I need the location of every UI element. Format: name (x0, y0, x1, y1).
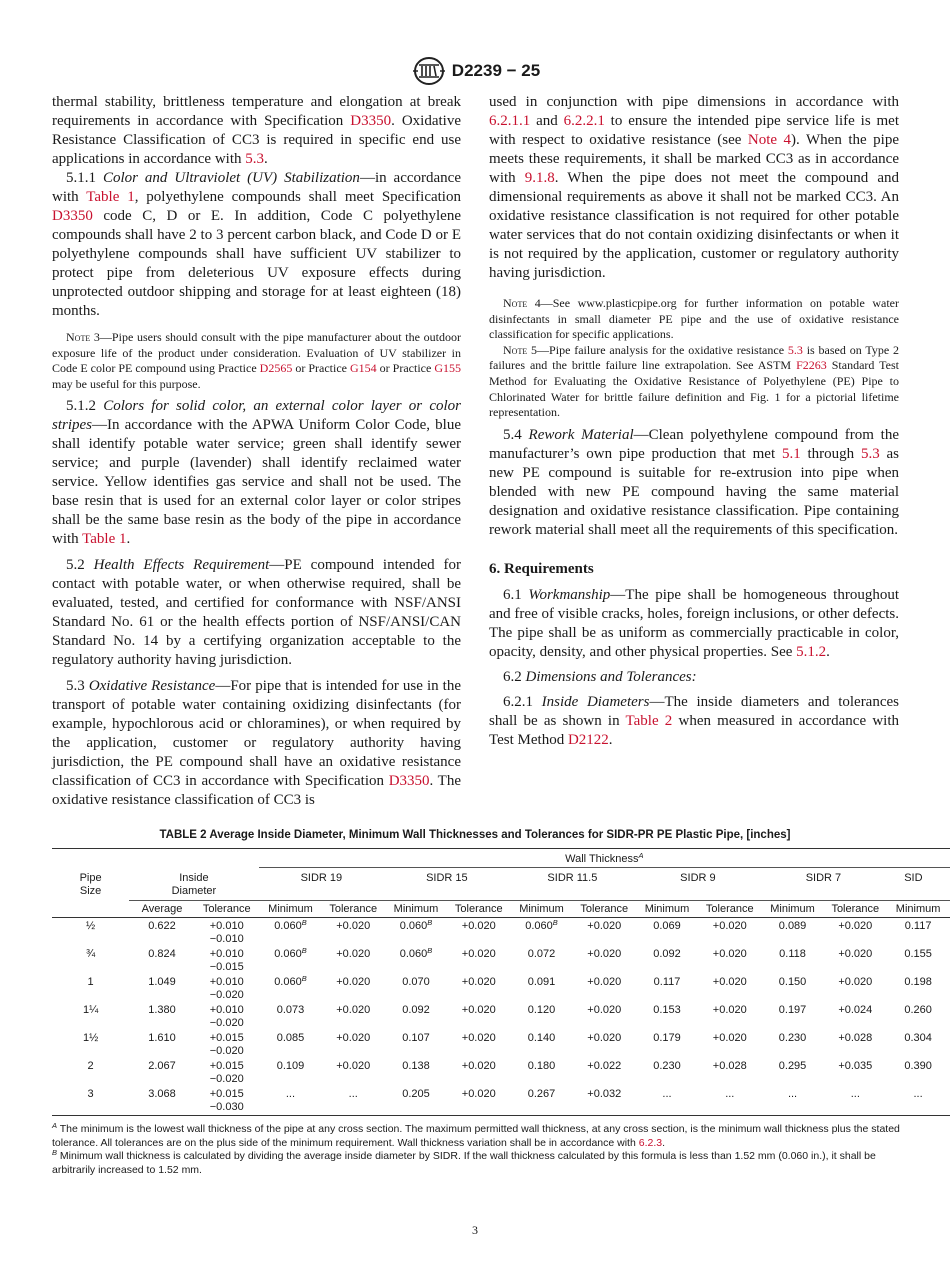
table-cell: ... (322, 1086, 384, 1116)
table-body (52, 917, 950, 1115)
column-header: Tolerance (448, 900, 510, 917)
link-note-4[interactable]: Note 4 (747, 132, 792, 148)
table-cell: ... (259, 1086, 323, 1116)
table-cell: 0.230 (653, 1059, 681, 1072)
table-cell: +0.020 (336, 1031, 371, 1044)
table-row (52, 974, 950, 1002)
table-cell: 0.092 (402, 1003, 430, 1016)
link-5-1[interactable]: 5.1 (781, 445, 801, 462)
paragraph-6-1: 6.1 Workmanship—The pipe shall be homogeneous throughout and free of visible cracks, holes, foreign inclusions, or other defects. The pipe shall be as uniform as commercially practicable in color, opacity, density, and other physical properties. See 5.1.2. (489, 586, 899, 660)
table-cell: 3.068 (129, 1086, 195, 1116)
table-row (52, 1030, 950, 1058)
table-cell: +0.020 (587, 947, 622, 960)
column-header: Tolerance (824, 900, 886, 917)
paragraph-5-1-2: 5.1.2 Colors for solid color, an external color layer or color stripes—In accordance with the APWA Uniform Color Code, blue shall identify potable water service; green shall identify sewer service; and purple (lavender) shall identify reclaimed water service. Yellow identifies gas service and shall not be used. The base resin that is used for an external color layer or color stripes shall be the same base resin as the body of the pipe in accordance with Table 1. (52, 398, 462, 548)
link-table-1[interactable]: Table 1 (82, 531, 127, 548)
table-cell: 0.230 (778, 1031, 807, 1044)
table-cell: ... (824, 1086, 886, 1116)
table-cell: ... (699, 1086, 761, 1116)
table-cell: 0.089 (778, 919, 807, 932)
link-d3350[interactable]: D3350 (350, 113, 392, 129)
table-footnotes (52, 1123, 902, 1177)
link-6-2-1-1[interactable]: 6.2.1.1 (489, 113, 531, 129)
table-cell: 0.155 (904, 947, 932, 960)
table-cell: 0.622 (148, 919, 176, 932)
link-g155[interactable]: G155 (434, 361, 461, 376)
table-cell-tolerance: +0.015 −0.020 (209, 1059, 244, 1085)
column-header: Minimum (761, 900, 825, 917)
table-cell: +0.020 (587, 1031, 622, 1044)
section-heading-requirements: 6. Requirements (489, 560, 594, 577)
link-5-3[interactable]: 5.3 (860, 445, 880, 462)
table-cell: $0.060^B$ (525, 917, 558, 932)
table-row (52, 1002, 950, 1030)
link-table-2[interactable]: Table 2 (625, 712, 673, 729)
table-cell: +0.020 (461, 1003, 496, 1016)
table-cell: 2 (87, 1059, 94, 1072)
table-cell: +0.020 (336, 1059, 371, 1072)
note-5: Note 5—Pipe failure analysis for the oxidative resistance 5.3 is based on Type 2 failures and the brittle failure line extrapolation. See ASTM F2263 Standard Test Method for Evaluating the Oxidative Resistance of Polyethylene (PE) Pipe to Chlorinated Water for brittle failure definition and Fig. 1 for a pictorial lifetime representation. (489, 342, 900, 420)
table-cell: 1.380 (148, 1003, 176, 1016)
table-cell: +0.020 (461, 947, 496, 960)
table-cell: +0.020 (461, 1059, 496, 1072)
table-cell: +0.028 (712, 1059, 747, 1072)
table-cell-tolerance: +0.010 −0.010 (209, 919, 244, 945)
table-cell: ½ (86, 919, 96, 932)
table-cell: +0.028 (838, 1031, 873, 1044)
table-cell: 0.267 (510, 1086, 574, 1116)
table-cell: 0.295 (778, 1059, 807, 1072)
table-cell: 3 (52, 1086, 129, 1116)
table-cell: ... (886, 1086, 950, 1116)
link-6-2-3[interactable]: 6.2.3 (638, 1136, 663, 1149)
table-cell: +0.020 (712, 1031, 747, 1044)
link-f2263[interactable]: F2263 (796, 358, 827, 373)
table-cell-tolerance: +0.010 −0.015 (209, 947, 244, 973)
table-cell: $0.060^B$ (274, 917, 307, 932)
paragraph-6-2-1: 6.2.1 Inside Diameters—The inside diameters and tolerances shall be as shown in Table 2 when measured in accordance with Test Method D2122. (489, 693, 899, 748)
table-cell: +0.020 (838, 947, 873, 960)
column-header: Minimum (510, 900, 574, 917)
table-cell: 0.070 (402, 975, 430, 988)
table-row (52, 1058, 950, 1086)
table-cell: 0.109 (276, 1059, 305, 1072)
table-cell: 0.072 (527, 947, 556, 960)
table-cell: +0.020 (461, 919, 496, 932)
table-cell: 0.824 (148, 947, 176, 960)
right-column (489, 93, 899, 750)
table-cell: 0.069 (653, 919, 681, 932)
table-cell: +0.020 (336, 919, 371, 932)
table-cell: $0.060^B$ (399, 917, 433, 932)
page-header (0, 56, 950, 86)
footnote-a: $^A$ The minimum is the lowest wall thickness of the pipe at any cross section. The maximum permitted wall thickness, at any cross section, is the minimum wall thickness plus the stated tolerance. All tolerances are on the plus side of the minimum requirement. Wall thickness variation shall be in accordance with 6.2.3. (52, 1121, 900, 1149)
table-cell: 0.117 (653, 975, 681, 988)
column-header: Minimum (259, 900, 323, 917)
table-cell: 0.197 (778, 1003, 807, 1016)
table-cell: +0.020 (838, 975, 873, 988)
table-cell: +0.020 (448, 1086, 510, 1116)
table-cell: 1.610 (148, 1031, 176, 1044)
table-cell: +0.020 (712, 947, 747, 960)
left-column (52, 93, 461, 810)
table-cell: +0.020 (587, 919, 622, 932)
column-header: Tolerance (195, 900, 259, 917)
group-header-sidr-19: SIDR 19 (259, 868, 385, 901)
link-d3350[interactable]: D3350 (52, 208, 93, 224)
link-5-1-2[interactable]: 5.1.2 (796, 643, 827, 660)
table-cell: ¾ (86, 947, 96, 960)
table-cell: 0.205 (384, 1086, 448, 1116)
column-header: Tolerance (322, 900, 384, 917)
table-cell-tolerance: +0.010 −0.020 (209, 1003, 244, 1029)
footnote-b: $^B$ Minimum wall thickness is calculated by dividing the average inside diameter by SIDR. If the wall thickness calculated by this formula is less than 1.52 mm (0.060 in.), it shall be arbitrarily increased to 1.52 mm. (52, 1148, 876, 1176)
table-cell: +0.020 (336, 975, 371, 988)
table-cell: 0.117 (904, 919, 932, 932)
table-row (52, 946, 950, 974)
link-table-1[interactable]: Table 1 (86, 189, 135, 205)
page-number: 3 (472, 1223, 478, 1237)
table-cell: +0.020 (712, 1003, 747, 1016)
table-cell: 0.179 (653, 1031, 681, 1044)
table-cell: 0.085 (276, 1031, 305, 1044)
table-cell: 1½ (82, 1031, 99, 1044)
table-cell: 2.067 (148, 1059, 176, 1072)
table-cell: 0.180 (527, 1059, 556, 1072)
paragraph-5-3-continued: used in conjunction with pipe dimensions in accordance with 6.2.1.1 and 6.2.2.1 to ensure the intended pipe service life is met with respect to oxidative resistance (see Note 4). When the pipe meets these requirements, it shall be marked CC3 as in accordance with 9.1.8. When the pipe does not meet the compound and dimensional requirements as above it shall not be marked CC3. An oxidative resistance classification is not required for other potable water services that do not contain oxidizing disinfectants or when it is not required by the application, customer or regulatory authority having jurisdiction. (489, 94, 899, 281)
paragraph-5-2: 5.2 Health Effects Requirement—PE compound intended for contact with potable water, or when otherwise required, shall be evaluated, tested, and certified for conformance with NSF/ANSI Standard No. 61 or the health effects portion of NSF/ANSI/CAN Standard No. 14 by a certifying organization acceptable to the regulatory authority having jurisdiction. (52, 557, 461, 669)
table-cell: 1.049 (148, 975, 176, 988)
table-cell: +0.020 (587, 975, 622, 988)
link-d3350[interactable]: D3350 (388, 773, 430, 790)
table-cell-tolerance: +0.015 −0.020 (209, 1031, 244, 1057)
paragraph-5-4: 5.4 Rework Material—Clean polyethylene compound from the manufacturer’s own pipe production that met 5.1 through 5.3 as new PE compound is suitable for re-extrusion into pipe when blended with new PE compound having the same material designation and oxidative resistance classification. Pipe containing rework material shall meet all the requirements of this specification. (489, 426, 899, 538)
paragraph-5-3: 5.3 Oxidative Resistance—For pipe that is intended for use in the transport of potable water containing oxidizing disinfectants (for example, hypochlorous acid or chloramines), or when required by the application, customer or regulatory authority having jurisdiction, the PE compound shall have an oxidative resistance classification of CC3 in accordance with Specification D3350. The oxidative resistance classification of CC3 is (52, 678, 462, 809)
table-cell: 1 (87, 975, 94, 988)
table-cell: 0.138 (402, 1059, 430, 1072)
table-cell: +0.020 (587, 1003, 622, 1016)
paragraph-5-1-1: 5.1.1 Color and Ultraviolet (UV) Stabilization—in accordance with Table 1, polyethylene compounds shall meet Specification D3350 code C, D or E. In addition, Code C polyethylene compounds shall have 2 to 3 percent carbon black, and Code D or E polyethylene compounds shall have sufficient UV stabilizer to protect pipe from deleterious UV exposure effects during unprotected outdoor shipping and storage for at least eighteen (18) months. (52, 170, 461, 319)
table-cell: 0.073 (276, 1003, 305, 1016)
table-cell-tolerance: +0.010 −0.020 (209, 975, 244, 1001)
table-cell: +0.020 (712, 975, 747, 988)
table-cell: ... (761, 1086, 825, 1116)
table-2 (52, 848, 950, 1116)
standard-designation: D2239 − 25 (451, 61, 541, 80)
column-header: Minimum (886, 900, 950, 917)
table-cell: 0.091 (527, 975, 556, 988)
table-cell: +0.020 (336, 1003, 371, 1016)
table-cell: +0.020 (838, 919, 873, 932)
table-cell: +0.022 (587, 1059, 622, 1072)
table-cell: 0.304 (904, 1031, 932, 1044)
table-cell: 0.120 (527, 1003, 556, 1016)
link-6-2-2-1[interactable]: 6.2.2.1 (563, 113, 605, 129)
note-4: Note 4—See www.plasticpipe.org for further information on potable water disinfectants in small diameter PE pipe and the use of oxidative resistance classification for specific applications. (489, 296, 899, 342)
table-cell: ... (635, 1086, 699, 1116)
table-cell: 0.107 (402, 1031, 430, 1044)
table-cell: $0.060^B$ (399, 945, 433, 960)
column-header: Average (129, 900, 195, 917)
table-cell-tolerance: +0.015 −0.030 (195, 1086, 259, 1116)
table-cell: +0.020 (461, 1031, 496, 1044)
table-cell: 0.153 (653, 1003, 681, 1016)
table-title: TABLE 2 Average Inside Diameter, Minimum Wall Thicknesses and Tolerances for SIDR-PR PE Plastic Pipe, [inches] (159, 829, 791, 841)
table-cell: +0.020 (712, 919, 747, 932)
table-row (52, 1086, 950, 1116)
note-3: Note 3—Pipe users should consult with the pipe manufacturer about the outdoor exposure life of the product under consideration. Evaluation of UV stabilizer in Code E color PE compound using Practice D2565 or Practice G154 or Practice G155 may be useful for this purpose. (52, 330, 461, 391)
table-cell: +0.024 (838, 1003, 873, 1016)
table-cell: +0.032 (573, 1086, 635, 1116)
astm-logo-icon (410, 56, 448, 86)
link-g154[interactable]: G154 (350, 361, 377, 376)
table-cell: 0.118 (779, 947, 806, 960)
link-5-3[interactable]: 5.3 (787, 342, 803, 357)
column-header: Minimum (635, 900, 699, 917)
table-cell: +0.035 (838, 1059, 873, 1072)
table-cell: 0.198 (904, 975, 932, 988)
group-header-sidr-7: SIDR 7 (761, 868, 887, 901)
link-d2122[interactable]: D2122 (567, 731, 609, 748)
column-header: Tolerance (699, 900, 761, 917)
paragraph-6-2: 6.2 Dimensions and Tolerances: (503, 668, 697, 685)
table-cell: 0.092 (653, 947, 681, 960)
table-cell: 0.260 (904, 1003, 932, 1016)
link-d2565[interactable]: D2565 (259, 361, 293, 376)
table-cell: +0.020 (461, 975, 496, 988)
column-header: Tolerance (573, 900, 635, 917)
group-header-sidr-9: SIDR 9 (635, 868, 761, 901)
wall-thickness-header: Wall Thickness$^A$ (259, 849, 950, 868)
link-5-3[interactable]: 5.3 (245, 151, 265, 167)
table-cell: 0.140 (527, 1031, 556, 1044)
column-header: Minimum (384, 900, 448, 917)
group-header-sidr-11-5: SIDR 11.5 (510, 868, 636, 901)
table-cell: 1¼ (82, 1003, 99, 1016)
table-cell: $0.060^B$ (274, 945, 307, 960)
group-header-sidr-cut: SID (886, 868, 950, 901)
table-cell: 0.390 (904, 1059, 932, 1072)
inside-diameter-header: Inside Diameter (129, 868, 258, 901)
pipe-size-header: Pipe Size (52, 868, 129, 918)
table-cell: $0.060^B$ (274, 973, 307, 988)
link-9-1-8[interactable]: 9.1.8 (524, 170, 555, 186)
table-cell: 0.150 (778, 975, 807, 988)
table-row (52, 917, 950, 946)
table-cell: +0.020 (336, 947, 371, 960)
paragraph-5-1-continued: thermal stability, brittleness temperature and elongation at break requirements in accordance with Specification D3350. Oxidative Resistance Classification of CC3 is required in specific end use applications in accordance with 5.3. (52, 94, 461, 167)
group-header-sidr-15: SIDR 15 (384, 868, 510, 901)
